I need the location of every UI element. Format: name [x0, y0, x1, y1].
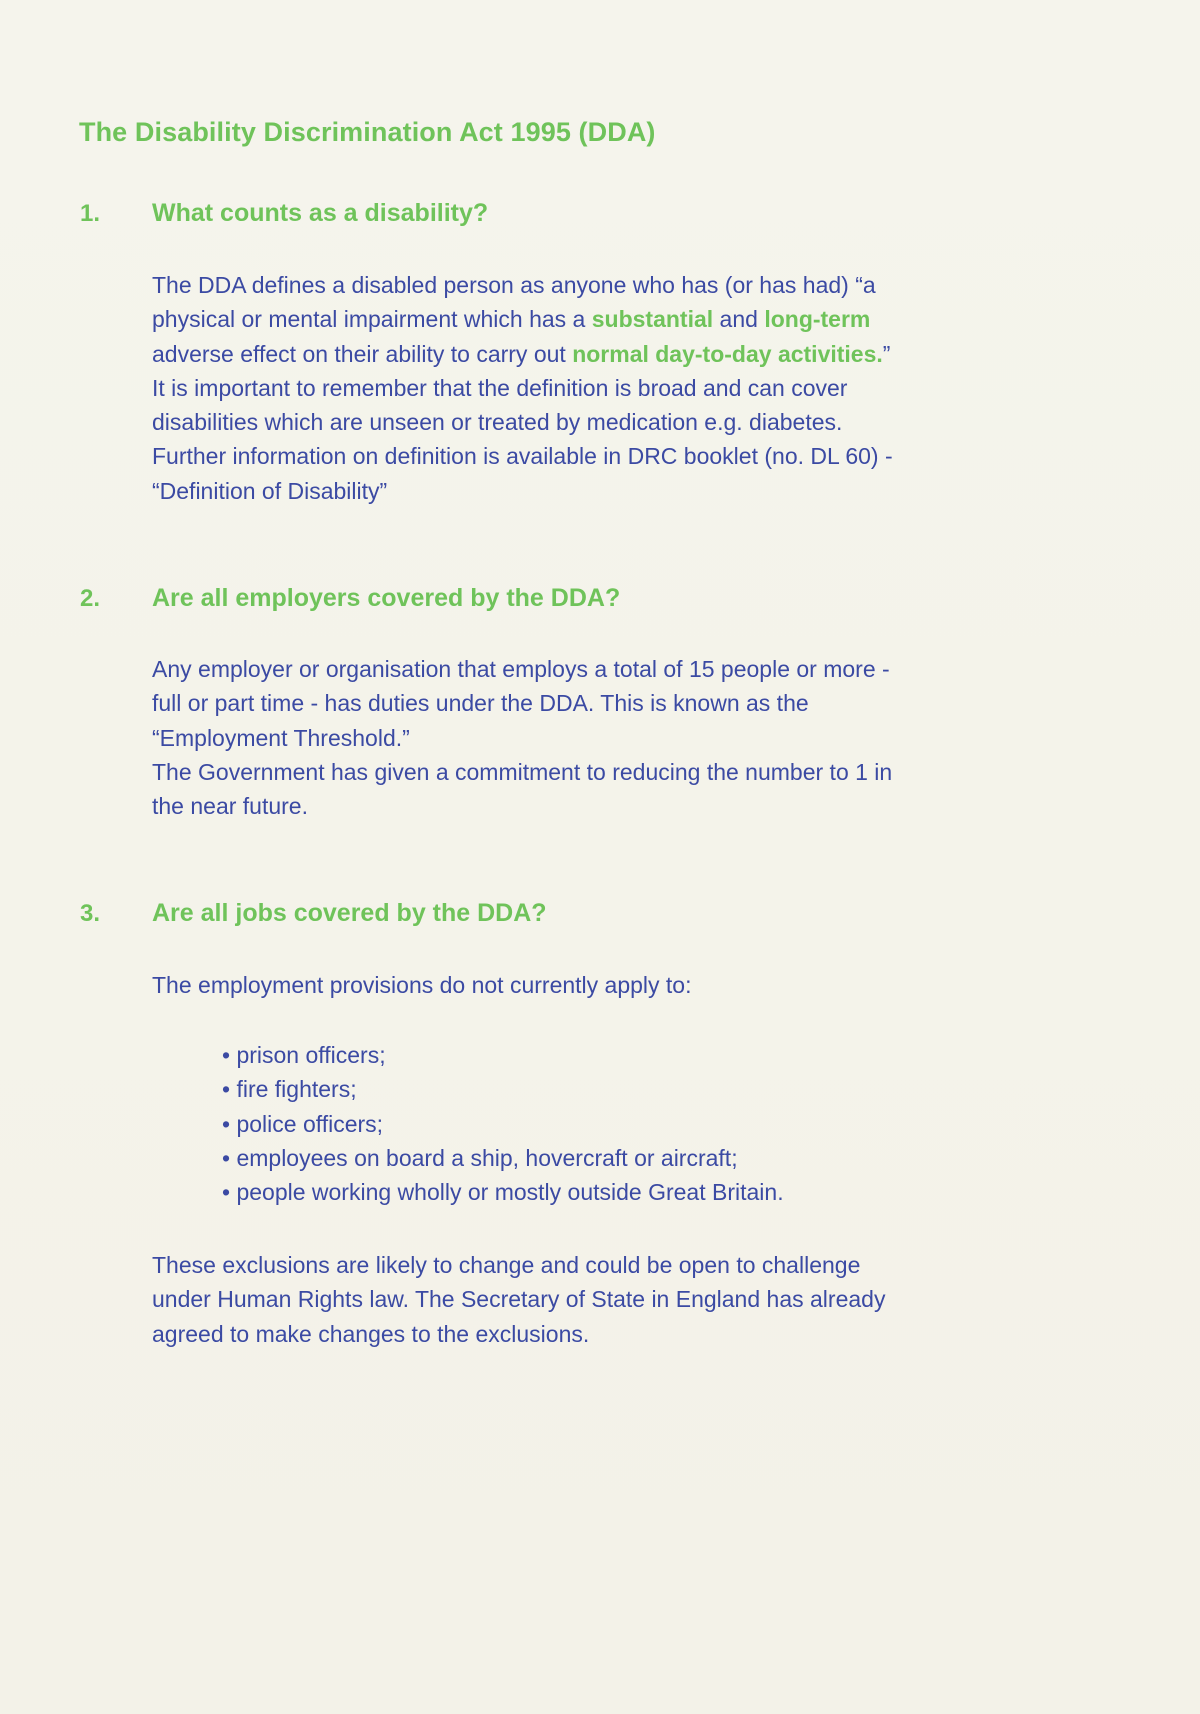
list-item: • police officers;: [222, 1107, 784, 1141]
text-run: ”: [882, 340, 891, 367]
section-3-intro: [152, 968, 1112, 1002]
paragraph-line: These exclusions are likely to change and could be open to challenge: [152, 1252, 861, 1278]
list-item: • people working wholly or mostly outside Great Britain.: [222, 1175, 784, 1209]
paragraph-line: The Government has given a commitment to reducing the number to 1 in: [152, 758, 893, 785]
paragraph-line: agreed to make changes to the exclusions.: [152, 1320, 590, 1347]
section-2-heading: Are all employers covered by the DDA?: [152, 584, 621, 612]
paragraph-line: “Definition of Disability”: [152, 477, 388, 504]
exclusions-list: [222, 1038, 784, 1209]
document-title: The Disability Discrimination Act 1995 (DDA): [79, 117, 656, 147]
list-item: • prison officers;: [222, 1038, 784, 1072]
paragraph-line: Further information on definition is available in DRC booklet (no. DL 60) -: [152, 443, 893, 470]
section-2-number: 2.: [80, 585, 101, 612]
highlight-normal-activities: normal day-to-day activities.: [572, 340, 883, 367]
paragraph-line: Any employer or organisation that employs a total of 15 people or more -: [152, 656, 890, 682]
list-item: • employees on board a ship, hovercraft or aircraft;: [222, 1141, 784, 1175]
highlight-long-term: long-term: [764, 306, 871, 333]
section-1-number: 1.: [80, 200, 101, 227]
paragraph-line: “Employment Threshold.”: [152, 724, 410, 751]
section-1-heading: What counts as a disability?: [152, 199, 489, 227]
paragraph-line: the near future.: [152, 793, 308, 820]
section-3-number: 3.: [80, 900, 101, 927]
text-run: and: [713, 306, 765, 333]
section-2-paragraph: [152, 652, 1112, 823]
paragraph-line: It is important to remember that the definition is broad and can cover: [152, 374, 848, 401]
paragraph-line: The employment provisions do not currently apply to:: [152, 972, 692, 998]
section-1-paragraph: [152, 268, 1112, 508]
list-item: • fire fighters;: [222, 1072, 784, 1106]
text-run: adverse effect on their ability to carry out: [152, 340, 573, 367]
paragraph-line: disabilities which are unseen or treated by medication e.g. diabetes.: [152, 409, 843, 436]
paragraph-line: The DDA defines a disabled person as anyone who has (or has had) “a: [152, 272, 876, 298]
text-run: physical or mental impairment which has a: [152, 306, 592, 333]
paragraph-line: [152, 337, 1112, 371]
paragraph-line: under Human Rights law. The Secretary of State in England has already: [152, 1286, 886, 1313]
paragraph-line: [152, 302, 1112, 336]
section-3-closing: [152, 1248, 1112, 1351]
highlight-substantial: substantial: [591, 306, 714, 333]
section-3-heading: Are all jobs covered by the DDA?: [152, 899, 547, 927]
paragraph-line: full or part time - has duties under the DDA. This is known as the: [152, 690, 809, 717]
